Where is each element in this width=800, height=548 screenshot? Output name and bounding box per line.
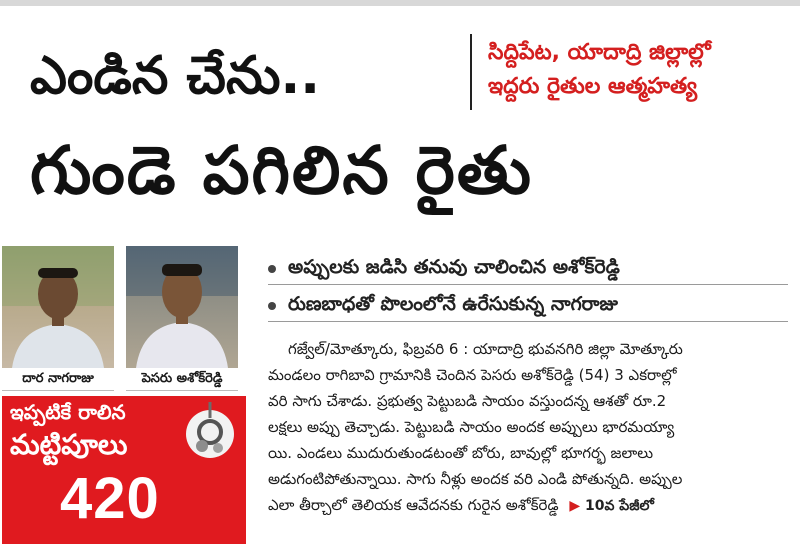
photo-caption: పెసరు అశోక్‌రెడ్డి bbox=[126, 368, 238, 391]
key-point-text: రుణబాధతో పొలంలోనే ఉరేసుకున్న నాగరాజు bbox=[288, 292, 618, 315]
body-line: అడుగంటిపోతున్నాయి. సాగు నీళ్లు అందక వరి ఎండి పోతున్నది. అప్పుల bbox=[268, 470, 683, 488]
continued-on-page-link[interactable] bbox=[569, 498, 654, 514]
arrow-right-icon: ▶ bbox=[569, 498, 581, 514]
body-line: లక్షలు అప్పు తెచ్చాడు. పెట్టుబడి సాయం అందక అప్పులు భారమయ్యా bbox=[268, 418, 675, 436]
top-border bbox=[0, 0, 800, 6]
key-point-text: అప్పులకు జడిసి తనువు చాలించిన అశోక్‌రెడ్డి bbox=[288, 255, 620, 278]
farmer-photo-nagaraju bbox=[2, 246, 114, 368]
bullet-icon bbox=[268, 302, 276, 310]
headline-line-2: గుండె పగిలిన రైతు bbox=[30, 132, 534, 209]
photo-caption: దార నాగరాజు bbox=[2, 368, 114, 391]
key-point bbox=[268, 254, 788, 285]
body-line: గజ్వేల్/మోత్కూరు, ఫిబ్రవరి 6 : యాదాద్రి భువనగిరి జిల్లా మోత్కూరు bbox=[288, 340, 683, 358]
subheadline bbox=[488, 36, 788, 104]
farmer-photo-ashok-reddy bbox=[126, 246, 238, 368]
promo-line-1: ఇప్పటికే రాలిన bbox=[10, 400, 126, 424]
key-point bbox=[268, 291, 788, 322]
body-line: మండలం రాగిబావి గ్రామానికి చెందిన పెసరు అశోక్‌రెడ్డి (54) 3 ఎకరాల్లో bbox=[268, 366, 677, 384]
noose-icon bbox=[180, 400, 240, 470]
body-line-text: ఎలా తీర్చాలో తెలియక ఆవేదనకు గురైన అశోక్‌రెడ్డి bbox=[268, 496, 559, 514]
body-line bbox=[268, 492, 790, 518]
subheadline-line-2: ఇద్దరు రైతుల ఆత్మహత్య bbox=[488, 74, 698, 100]
bullet-icon bbox=[268, 265, 276, 273]
subheadline-line-1: సిద్దిపేట, యాదాద్రి జిల్లాల్లో bbox=[488, 40, 711, 65]
promo-line-2: మట్టిపూలు bbox=[10, 428, 128, 461]
key-points bbox=[268, 254, 788, 328]
body-line: వరి సాగు చేశాడు. ప్రభుత్వ పెట్టుబడి సాయం వస్తుందన్న ఆశతో రూ.2 bbox=[268, 392, 667, 410]
divider bbox=[470, 34, 472, 110]
farmer-suicide-count-box bbox=[2, 396, 246, 544]
headline-line-1: ఎండిన చేను.. bbox=[30, 46, 320, 106]
continued-label: 10వ పేజీలో bbox=[585, 498, 654, 514]
body-line: యి. ఎండలు ముదురుతుండటంతో బోరు, బావుల్లో భూగర్భ జలాలు bbox=[268, 444, 654, 462]
suicide-count: 420 bbox=[60, 466, 160, 531]
article-body bbox=[268, 336, 790, 518]
